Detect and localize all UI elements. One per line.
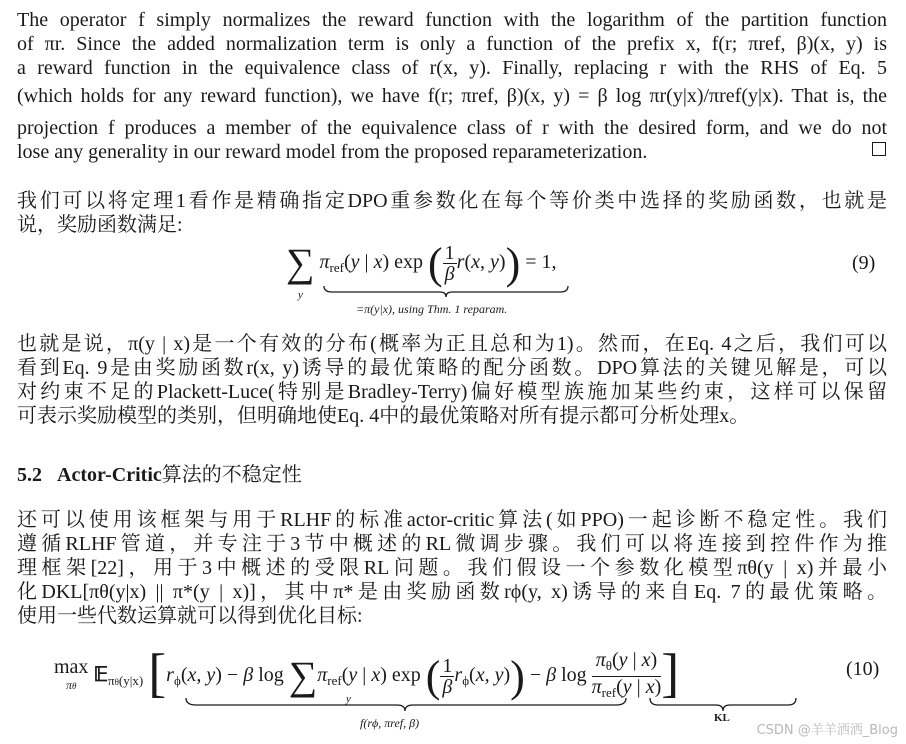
- sum-symbol: ∑: [286, 240, 315, 285]
- section-title-rest: 算法的不稳定性: [161, 464, 302, 486]
- eq9-underbrace: [322, 284, 570, 298]
- qed-symbol: [872, 142, 886, 156]
- eq10-underbrace-kl: [648, 696, 800, 712]
- eq10-brace-label-kl: KL: [714, 712, 730, 724]
- eq10-sum-index: y: [346, 693, 351, 705]
- section-number: 5.2: [17, 464, 42, 486]
- equation-10-number: (10): [846, 658, 880, 680]
- eq9-sum-index: y: [298, 289, 303, 301]
- paragraph1-line3: a reward function in the equivalence class of r(x, y). Finally, replacing r with the RHS of Eq. 5: [17, 57, 887, 79]
- section-title-bold: Actor-Critic: [57, 464, 162, 486]
- paragraph1-line2: of πr. Since the added normalization term is only a function of the prefix x, f(r; πref, β)(x, y) is: [17, 33, 887, 55]
- paragraph3-line3: 对约束不足的Plackett-Luce(特别是Bradley-Terry)偏好模型族施加某些约束，这样可以保留: [17, 381, 887, 403]
- eq10-underbrace-f: [184, 696, 630, 712]
- paragraph3-line1: 也就是说，π(y | x)是一个有效的分布(概率为正且总和为1)。然而，在Eq. 4之后，我们可以: [17, 333, 887, 355]
- section-heading: [17, 463, 302, 487]
- paragraph4-line4: 化DKL[πθ(y|x) || π*(y | x)]，其中π*是由奖励函数rϕ(y, x)诱导的来自Eq. 7的最优策略。: [17, 581, 887, 603]
- paragraph4-line5: 使用一些代数运算就可以得到优化目标:: [17, 605, 363, 627]
- paragraph2-line2: 说，奖励函数满足:: [17, 214, 183, 236]
- paragraph1-line5: projection f produces a member of the equivalence class of r with the desired form, and we do not: [17, 117, 887, 139]
- paragraph2-line1: 我们可以将定理1看作是精确指定DPO重参数化在每个等价类中选择的奖励函数，也就是: [17, 190, 887, 212]
- paragraph1-line1: The operator f simply normalizes the reward function with the logarithm of the partition function: [17, 9, 887, 31]
- eq10-brace-label-f: f(rϕ, πref, β): [360, 716, 420, 730]
- equation-9: ∑ $\pi_{ref}(y$ | x) exp ( $\frac{1}{\beta}$ r(x, y)) = 1,: [286, 239, 557, 288]
- paragraph3-line2: 看到Eq. 9是由奖励函数r(x, y)诱导的最优策略的配分函数。DPO算法的关键见解是，可以: [17, 357, 887, 379]
- paragraph4-line1: 还可以使用该框架与用于RLHF的标准actor-critic算法(如PPO)一起诊断不稳定性。我们: [17, 509, 887, 531]
- equation-9-number: (9): [852, 252, 876, 274]
- paragraph1-line6: lose any generality in our reward model from the proposed reparameterization.: [17, 141, 648, 163]
- watermark: CSDN @羊羊洒洒_Blog: [756, 723, 898, 738]
- paragraph3-line4: 可表示奖励模型的类别，但明确地使Eq. 4中的最优策略对所有提示都可分析处理x。: [17, 405, 750, 427]
- paragraph1-line4: (which holds for any reward function), we have f(r; πref, β)(x, y) = β log πr(y|x)/πref(y|x). That is, the: [17, 85, 887, 107]
- paragraph4-line3: 理框架[22]，用于3中概述的受限RL问题。我们假设一个参数化模型πθ(y | x)并最小: [17, 557, 887, 579]
- eq9-brace-label: =π(y|x), using Thm. 1 reparam.: [356, 302, 508, 316]
- equation-10: max πθ 𝔼$_{\pi\theta(y|x)}$ [$r_\phi(x$, y) − β $\log \sum\pi_{ref}(y$ | x) exp ( $\frac{1}{\beta}$ $r_\phi(x$, y)) − β log $\frac{\pi_\theta(y | x)}{\pi_{ref}(y | x)}$ ]: [54, 643, 680, 703]
- paragraph4-line2: 遵循RLHF管道，并专注于3节中概述的RL微调步骤。我们可以将连接到控件作为推: [17, 533, 887, 555]
